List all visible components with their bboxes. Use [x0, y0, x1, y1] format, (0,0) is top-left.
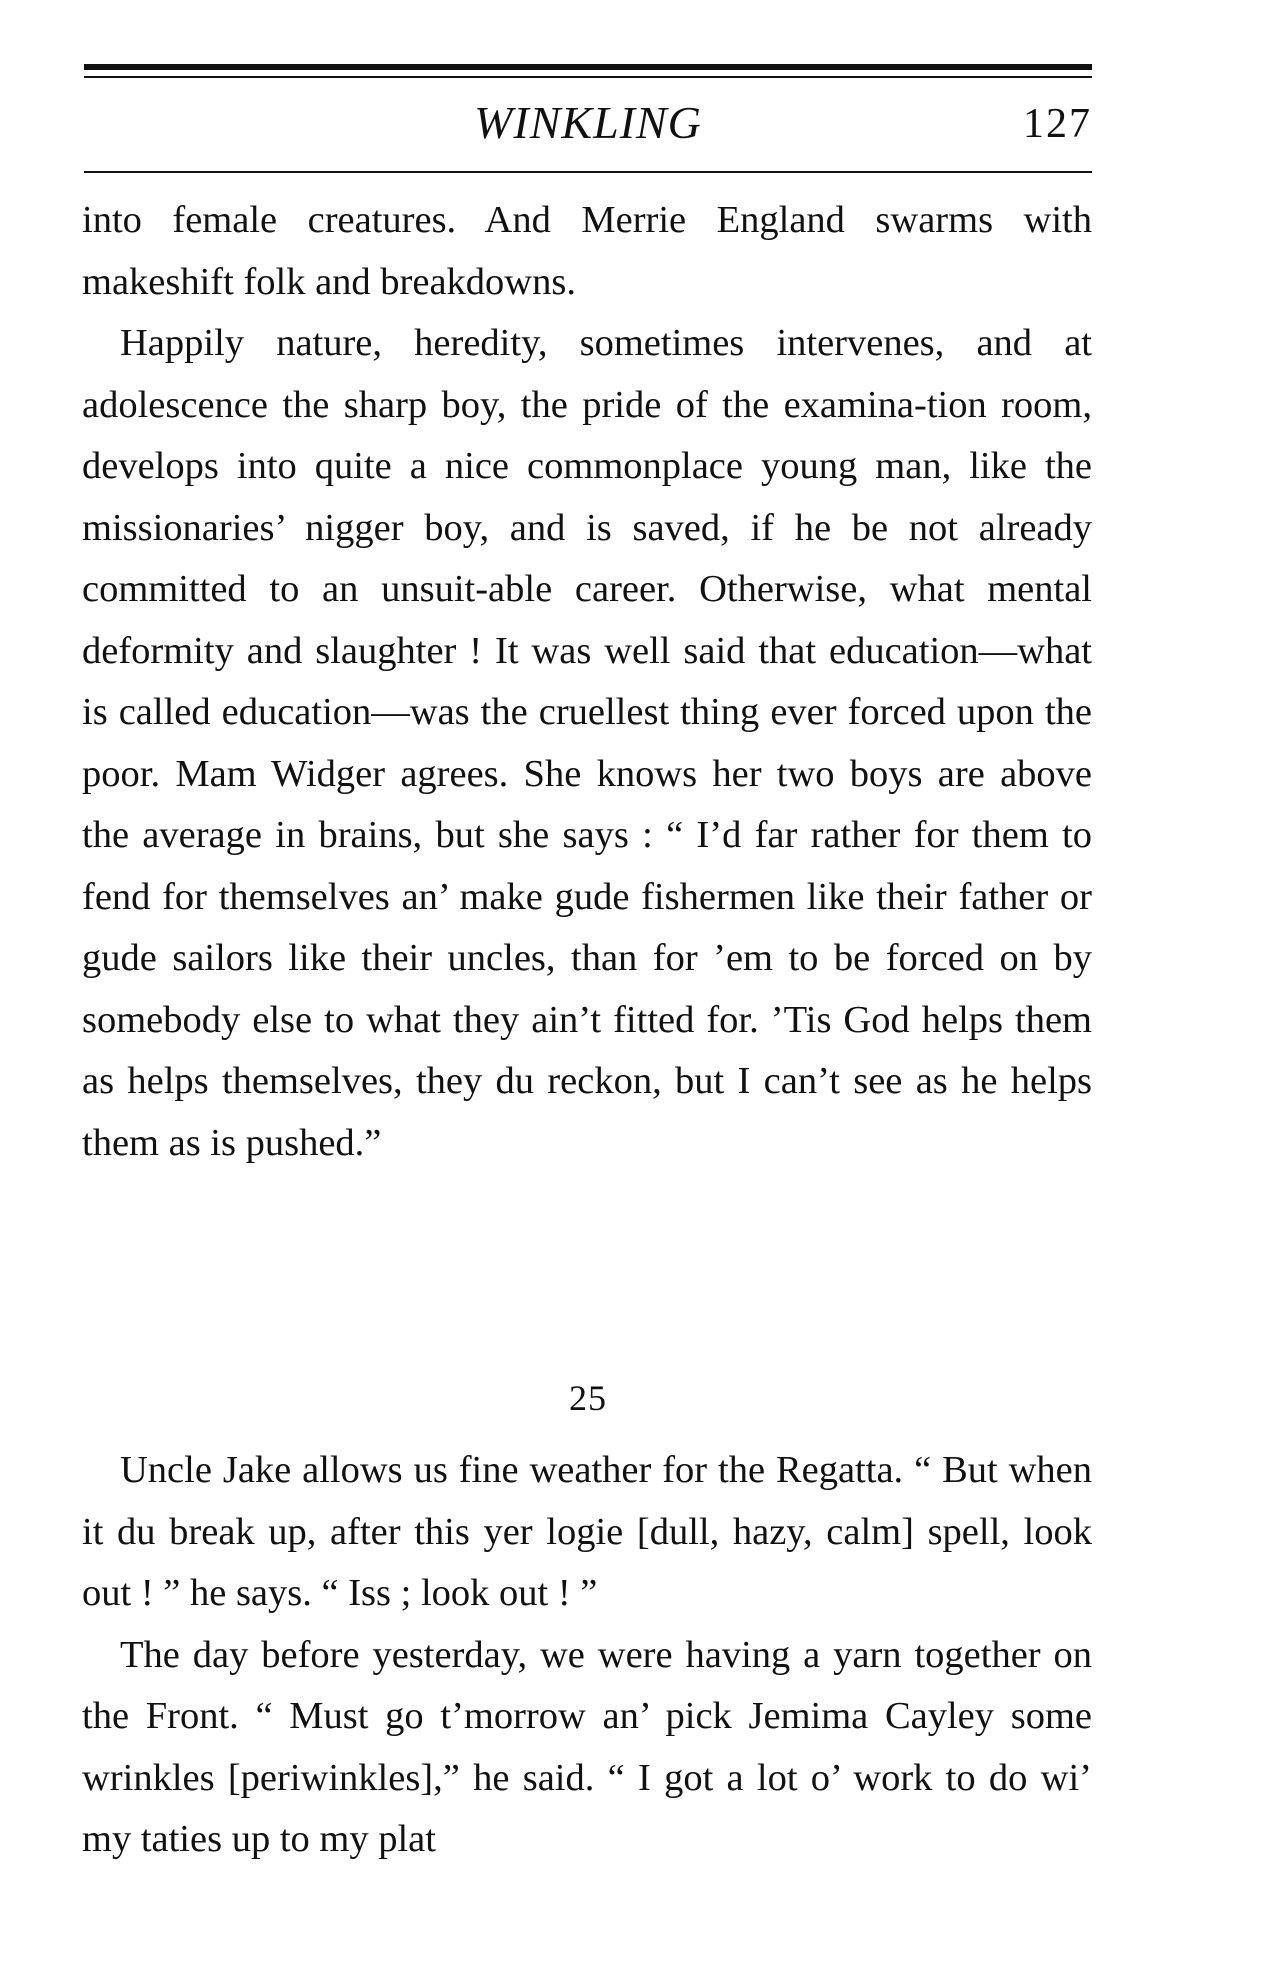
running-head [84, 96, 1092, 166]
paragraph: The day before yesterday, we were having a yarn together on the Front. “ Must go t’morrow an’ pick Jemima Cayley some wrinkles [periwinkles],” he said. “ I got a lot o’ work to do wi’ my taties up to my plat [82, 1633, 1092, 1860]
text-block-after-section [82, 1440, 1092, 1871]
section-number: 25 [569, 1378, 607, 1418]
paragraph-continued: into female creatures. And Merrie England swarms with makeshift folk and breakdowns. [82, 199, 1092, 303]
header-rule-thick [84, 64, 1092, 70]
text-block-before-section [82, 190, 1092, 1174]
page-number: 127 [1023, 101, 1092, 147]
paragraph: Uncle Jake allows us fine weather for the Regatta. “ But when it du break up, after this yer logie [dull, hazy, calm] spell, look out ! ” he says. “ Iss ; look out ! ” [82, 1449, 1092, 1614]
paragraph: Happily nature, heredity, sometimes intervenes, and at adolescence the sharp boy, the pride of the examina-tion room, develops into quite a nice commonplace young man, like the missionaries’ nigger boy, and is saved, if he be not already committed to an unsuit-able career. Otherwise, what mental deformity and slaughter ! It was well said that education—what is called education—was the cruellest thing ever forced upon the poor. Mam Widger agrees. She knows her two boys are above the average in brains, but she says : “ I’d far rather for them to fend for themselves an’ make gude fishermen like their father or gude sailors like their uncles, than for ’em to be forced on by somebody else to what they ain’t fitted for. ’Tis God helps them as helps themselves, they du reckon, but I can’t see as he helps them as is pushed.” [82, 322, 1092, 1164]
header-rule-thin [84, 76, 1092, 78]
running-title: WINKLING [474, 97, 702, 148]
header-rule-bottom [84, 171, 1092, 173]
